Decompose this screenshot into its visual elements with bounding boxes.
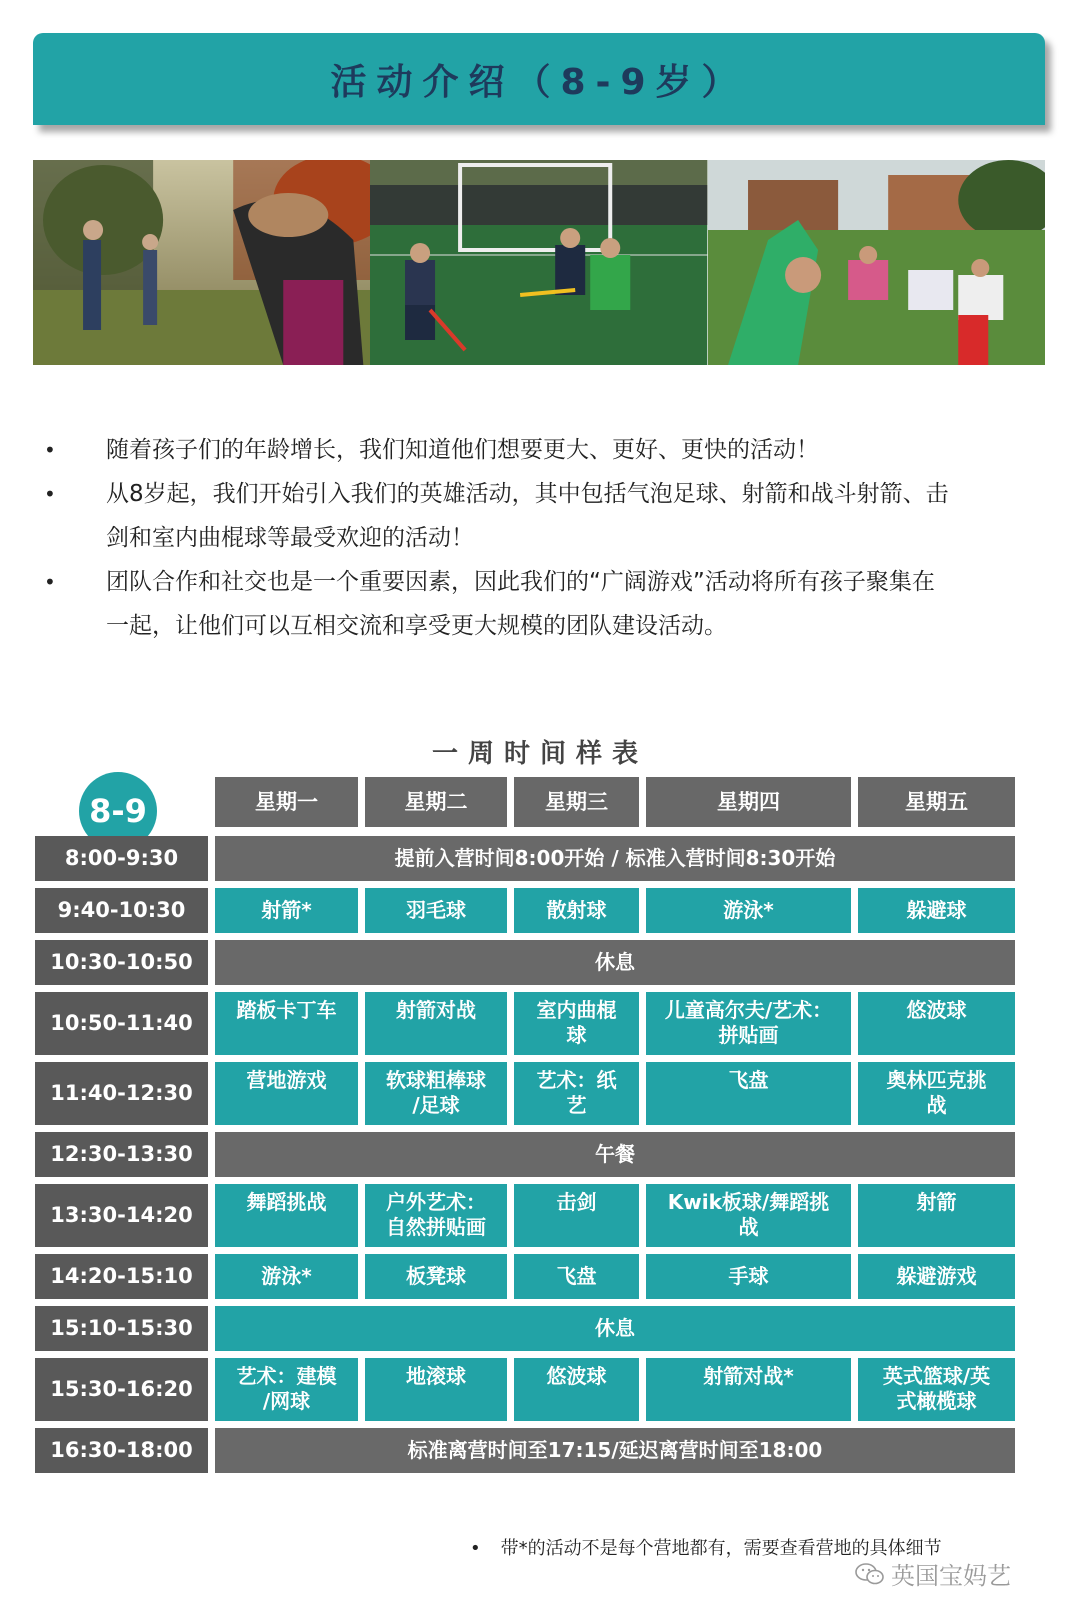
activity-cell-text: 悠波球 <box>546 1364 607 1388</box>
photo-strip <box>33 160 1045 365</box>
intro-bullet <box>40 560 1040 648</box>
activity-cell-text: 悠波球 <box>906 998 967 1022</box>
time-slot-text: 10:30-10:50 <box>50 950 193 974</box>
activity-cell <box>215 1184 358 1247</box>
activity-cell <box>514 1254 639 1299</box>
time-slot <box>35 1254 208 1299</box>
activity-cell <box>514 1358 639 1421</box>
wechat-icon <box>855 1562 885 1586</box>
activity-cell <box>858 1358 1015 1421</box>
activity-cell <box>365 1062 507 1125</box>
merged-row-cell <box>215 1428 1015 1473</box>
day-header <box>858 777 1015 827</box>
bullet-dot: • <box>44 570 56 594</box>
bullet-line: 随着孩子们的年龄增长，我们知道他们想要更大、更好、更快的活动！ <box>106 437 819 463</box>
activity-cell-text: 室内曲棍 球 <box>536 998 617 1047</box>
activity-cell <box>858 1062 1015 1125</box>
activity-cell <box>646 1184 851 1247</box>
activity-cell <box>215 1062 358 1125</box>
merged-row-cell <box>215 1132 1015 1177</box>
activity-cell <box>215 1358 358 1421</box>
intro-bullet <box>40 428 1040 472</box>
time-slot <box>35 1358 208 1421</box>
banner-title: 活动介绍（8-9岁） <box>330 61 748 103</box>
bullet-line: 团队合作和社交也是一个重要因素，因此我们的“广阔游戏”活动将所有孩子聚集在 <box>106 569 935 595</box>
day-header-text: 星期二 <box>404 789 468 814</box>
activity-cell <box>858 1254 1015 1299</box>
activity-cell <box>646 1358 851 1421</box>
watermark <box>855 1556 1011 1591</box>
merged-row-cell <box>215 1306 1015 1351</box>
activity-cell-text: 艺术：建模 /网球 <box>236 1364 337 1413</box>
activity-cell <box>858 1184 1015 1247</box>
title-banner <box>33 33 1045 125</box>
activity-cell-text: 游泳* <box>261 1264 312 1288</box>
activity-cell <box>646 992 851 1055</box>
activity-cell-text: 儿童高尔夫/艺术： 拼贴画 <box>664 998 833 1047</box>
time-slot-text: 8:00-9:30 <box>64 846 179 870</box>
schedule-title: 一周时间样表 <box>431 739 648 769</box>
activity-cell-text: 射箭对战* <box>703 1364 794 1388</box>
activity-cell-text: 板凳球 <box>406 1264 466 1288</box>
activity-cell-text: 奥林匹克挑 战 <box>886 1068 987 1117</box>
merged-row-cell-text: 休息 <box>595 950 635 974</box>
activity-cell <box>365 888 507 933</box>
day-header-text: 星期一 <box>255 789 318 814</box>
time-slot-text: 14:20-15:10 <box>50 1264 193 1288</box>
activity-cell-text: 射箭对战 <box>396 998 476 1022</box>
activity-cell <box>215 888 358 933</box>
activity-cell-text: 踏板卡丁车 <box>236 998 337 1022</box>
footnote-bullet: • <box>470 1538 481 1559</box>
activity-cell <box>365 1184 507 1247</box>
photo-stretching-group <box>708 160 1045 365</box>
day-header <box>365 777 507 827</box>
activity-cell <box>646 888 851 933</box>
time-slot <box>35 1306 208 1351</box>
time-slot <box>35 940 208 985</box>
activity-cell-text: 手球 <box>728 1264 769 1288</box>
time-slot-text: 12:30-13:30 <box>50 1142 193 1166</box>
intro-bullet-list <box>40 428 1040 648</box>
age-badge: 8-9 <box>79 772 157 850</box>
activity-cell-text: 躲避球 <box>906 898 967 922</box>
activity-cell-text: 羽毛球 <box>406 898 466 922</box>
day-header-text: 星期三 <box>545 789 608 814</box>
day-header <box>514 777 639 827</box>
time-slot-text: 15:10-15:30 <box>50 1316 193 1340</box>
activity-cell <box>646 1254 851 1299</box>
activity-cell-text: 射箭 <box>916 1190 957 1214</box>
activity-cell-text: 艺术：纸 艺 <box>536 1068 617 1117</box>
merged-row-cell-text: 午餐 <box>595 1142 635 1166</box>
activity-cell-text: 舞蹈挑战 <box>246 1190 327 1214</box>
bullet-dot: • <box>44 482 56 506</box>
activity-cell <box>365 1358 507 1421</box>
activity-cell-text: 软球粗棒球 /足球 <box>386 1068 486 1117</box>
activity-cell <box>514 888 639 933</box>
merged-row-cell <box>215 836 1015 881</box>
activity-cell <box>858 888 1015 933</box>
day-header-text: 星期四 <box>717 789 780 814</box>
bullet-line: 从8岁起，我们开始引入我们的英雄活动，其中包括气泡足球、射箭和战斗射箭、击 <box>106 481 949 507</box>
activity-cell <box>858 992 1015 1055</box>
day-header <box>646 777 851 827</box>
watermark-text: 英国宝妈艺 <box>891 1562 1011 1590</box>
bullet-dot: • <box>44 438 56 462</box>
activity-cell-text: 地滚球 <box>406 1364 466 1388</box>
activity-cell <box>514 992 639 1055</box>
time-slot <box>35 1428 208 1473</box>
activity-cell-text: 英式篮球/英 式橄榄球 <box>882 1364 991 1413</box>
bullet-line: 一起，让他们可以互相交流和享受更大规模的团队建设活动。 <box>106 613 727 639</box>
activity-cell <box>215 992 358 1055</box>
activity-cell <box>514 1062 639 1125</box>
time-slot-text: 13:30-14:20 <box>50 1203 193 1227</box>
photo-children-running <box>33 160 370 365</box>
activity-cell-text: 击剑 <box>556 1190 597 1214</box>
activity-cell <box>365 992 507 1055</box>
activity-cell-text: 飞盘 <box>728 1068 769 1092</box>
merged-row-cell <box>215 940 1015 985</box>
activity-cell-text: 营地游戏 <box>246 1068 327 1092</box>
activity-cell-text: 游泳* <box>723 898 774 922</box>
activity-cell-text: 躲避游戏 <box>896 1264 977 1288</box>
merged-row-cell-text: 标准离营时间至17:15/延迟离营时间至18:00 <box>407 1438 823 1462</box>
activity-cell <box>365 1254 507 1299</box>
activity-cell <box>514 1184 639 1247</box>
merged-row-cell-text: 提前入营时间8:00开始 / 标准入营时间8:30开始 <box>394 846 836 870</box>
time-slot <box>35 888 208 933</box>
day-header <box>215 777 358 827</box>
activity-cell-text: 户外艺术： 自然拼贴画 <box>386 1190 486 1239</box>
merged-row-cell-text: 休息 <box>595 1316 635 1340</box>
time-slot-text: 15:30-16:20 <box>50 1377 193 1401</box>
time-slot <box>35 1132 208 1177</box>
intro-bullet <box>40 472 1040 560</box>
activity-cell <box>646 1062 851 1125</box>
time-slot <box>35 1062 208 1125</box>
day-header-text: 星期五 <box>905 789 968 814</box>
activity-cell <box>215 1254 358 1299</box>
activity-cell-text: 飞盘 <box>556 1264 597 1288</box>
time-slot-text: 10:50-11:40 <box>50 1011 193 1035</box>
time-slot <box>35 836 208 881</box>
photo-hockey-field <box>370 160 707 365</box>
activity-cell-text: 散射球 <box>546 898 607 922</box>
time-slot-text: 9:40-10:30 <box>57 898 186 922</box>
activity-cell-text: 射箭* <box>261 898 312 922</box>
bullet-line: 剑和室内曲棍球等最受欢迎的活动！ <box>106 525 474 551</box>
time-slot-text: 11:40-12:30 <box>50 1081 193 1105</box>
time-slot <box>35 992 208 1055</box>
footnote-text: 带*的活动不是每个营地都有，需要查看营地的具体细节 <box>500 1538 942 1559</box>
time-slot-text: 16:30-18:00 <box>50 1438 193 1462</box>
time-slot <box>35 1184 208 1247</box>
activity-cell-text: Kwik板球/舞蹈挑 战 <box>667 1190 830 1239</box>
